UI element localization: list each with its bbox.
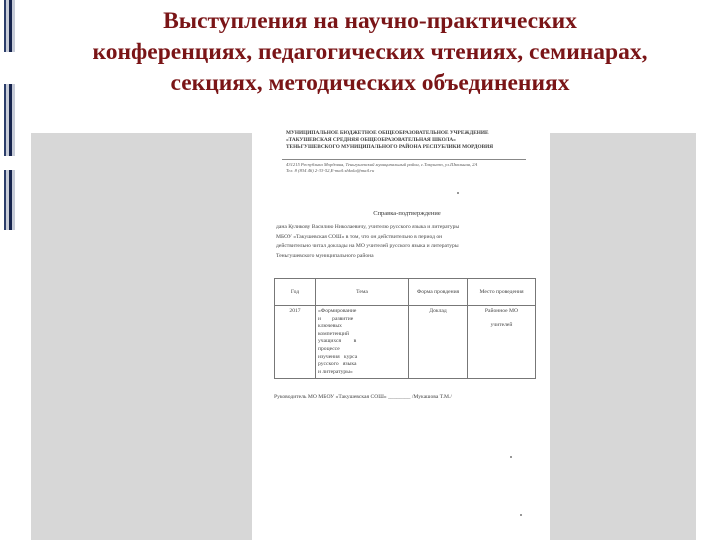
decor-bar: [4, 84, 15, 156]
title-line: конференциях, педагогических чтениях, семинарах,: [92, 39, 648, 65]
address-line: 431215 Республика Мордовия, Теньгушевский муниципальный район, с.Такушево, ул.Школьная, 2А: [286, 162, 478, 167]
table-row: [275, 306, 536, 379]
title-line: секциях, методических объединениях: [170, 70, 570, 96]
scanned-certificate: [252, 126, 550, 540]
column-header-topic: Тема: [316, 279, 409, 306]
header-line: «ТАКУШЕВСКАЯ СРЕДНЯЯ ОБЩЕОБРАЗОВАТЕЛЬНАЯ ШКОЛА»: [286, 137, 456, 143]
title-line: Выступления на научно-практических: [163, 8, 577, 34]
place-line: учителей: [490, 322, 513, 328]
topic-line: учащихся в: [318, 338, 357, 345]
topic-line: и развитие: [318, 315, 354, 322]
topic-line: изучения курса: [318, 353, 358, 360]
scan-speck: [457, 192, 459, 194]
certificate-title: Справка-подтверждение: [373, 210, 441, 217]
cell-form: Доклад: [409, 306, 468, 379]
body-line: Теньгушевского муниципального района: [276, 252, 374, 259]
place-line: Районное МО: [484, 308, 519, 314]
scan-speck: [510, 456, 512, 458]
cell-topic: [316, 306, 409, 379]
body-line: дана Куликову Василию Николаевичу, учителю русского языка и литературы: [276, 224, 460, 230]
address-line: Тел. 8 (834 46) 2-33-52,E-mail:shkola@mail.ru: [286, 168, 375, 173]
column-header-year: Год: [275, 279, 316, 306]
presentations-table: [274, 278, 536, 379]
scan-speck: [520, 514, 522, 516]
certificate-body: [276, 223, 534, 261]
cell-place: [468, 306, 536, 379]
body-line: МБОУ «Такушевская СОШ» в том, что он действительно в период он: [276, 233, 443, 240]
column-header-form: Форма провдения: [409, 279, 468, 306]
topic-line: компетенций: [318, 330, 350, 337]
signature-line: Руководитель МО МБОУ «Такушевская СОШ» ________ /Мукашова Т.М./: [274, 394, 452, 400]
slide-title: [30, 6, 710, 99]
school-header: [286, 130, 526, 151]
body-line: действительно читал доклады на МО учителей русского языка и литературы: [276, 243, 459, 249]
decor-bar: [4, 0, 15, 52]
table-header-row: [275, 279, 536, 306]
left-decoration: [0, 0, 20, 540]
header-rule: [282, 159, 526, 160]
topic-line: ключевых: [318, 323, 342, 330]
topic-line: и литературы»: [318, 368, 353, 375]
header-line: ТЕНЬГУШЕВСКОГО МУНИЦИПАЛЬНОГО РАЙОНА РЕСПУБЛИКИ МОРДОВИЯ: [286, 144, 494, 150]
decor-bar: [4, 170, 15, 230]
cell-year: 2017: [275, 306, 316, 379]
topic-line: процессе: [318, 345, 340, 352]
header-line: МУНИЦИПАЛЬНОЕ БЮДЖЕТНОЕ ОБЩЕОБРАЗОВАТЕЛЬНОЕ УЧРЕЖДЕНИЕ: [286, 130, 489, 136]
column-header-place: Место проведения: [468, 279, 536, 306]
school-address: [286, 162, 526, 174]
topic-line: русского языка: [318, 361, 357, 368]
topic-line: «Формирование: [318, 308, 357, 314]
